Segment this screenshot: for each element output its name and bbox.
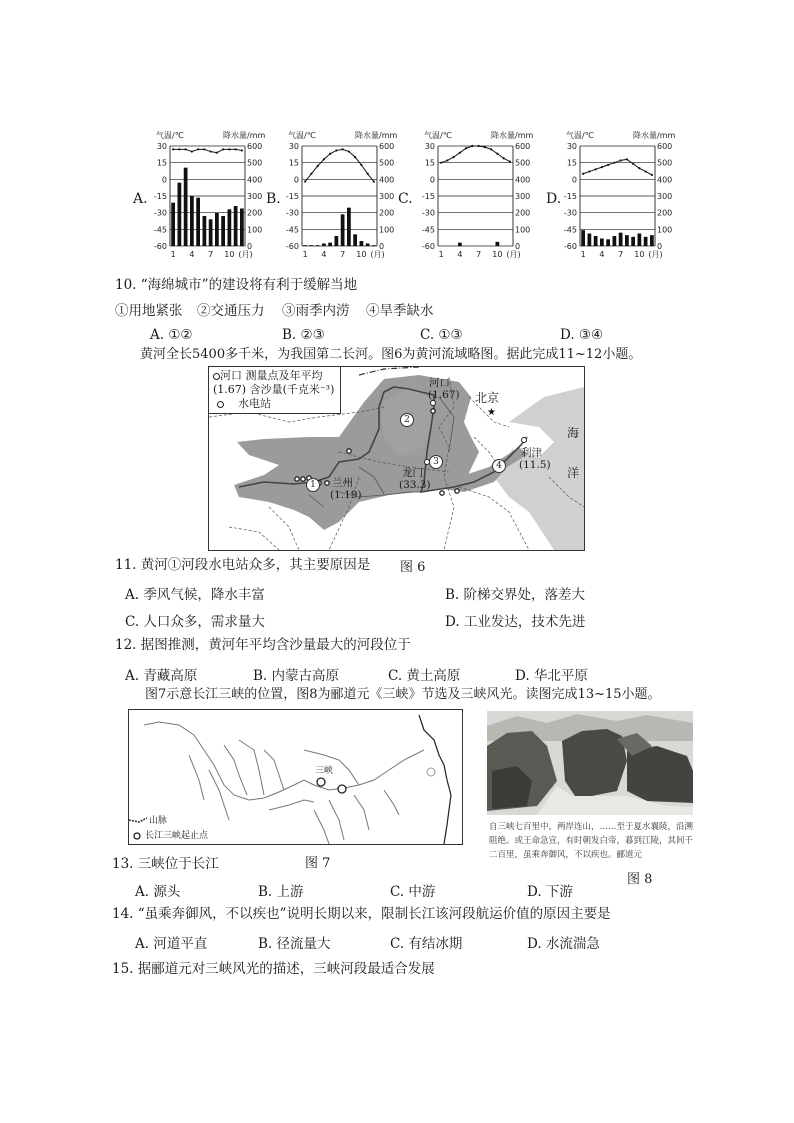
- precipitation-bar: [600, 239, 604, 247]
- svg-text:-45: -45: [153, 225, 167, 235]
- precipitation-bar: [316, 245, 320, 246]
- q14-stem: 14. “虽乘奔御风，不以疾也”说明长期以来，限制长江该河段航运价值的原因主要是: [112, 906, 611, 922]
- svg-text:10: 10: [492, 250, 503, 259]
- svg-text:400: 400: [515, 175, 531, 185]
- precipitation-bar: [240, 209, 244, 247]
- q13-option-d[interactable]: D. 下游: [527, 884, 573, 900]
- svg-text:30: 30: [424, 142, 435, 151]
- temperature-line: [583, 159, 652, 175]
- label-lijin: 利津: [521, 447, 542, 459]
- yangtze-three-gorges-map: [128, 709, 463, 845]
- temperature-axis-label: 气温/℃: [424, 131, 452, 140]
- svg-text:-60: -60: [285, 242, 299, 251]
- precipitation-bar: [458, 243, 462, 246]
- precipitation-bar: [303, 245, 307, 246]
- legend-sample-value: (1.67): [213, 383, 247, 396]
- climate-chart-a: [140, 128, 275, 273]
- svg-text:100: 100: [515, 225, 531, 235]
- q11-stem: 11. 黄河①河段水电站众多，其主要原因是: [115, 557, 371, 573]
- q10-item-4: ④旱季缺水: [366, 303, 434, 319]
- svg-text:15: 15: [288, 158, 299, 168]
- svg-text:400: 400: [247, 175, 263, 185]
- svg-text:600: 600: [379, 142, 395, 151]
- svg-text:-15: -15: [563, 192, 577, 201]
- temperature-axis-label: 气温/℃: [288, 131, 316, 140]
- coastline: [419, 715, 451, 844]
- svg-text:-60: -60: [563, 242, 577, 251]
- legend-gorge-points: 长江三峡起止点: [145, 831, 209, 841]
- label-lanzhou: 兰州: [332, 477, 353, 489]
- svg-text:-15: -15: [285, 192, 299, 201]
- segment-marker-2: 2: [400, 413, 414, 427]
- svg-text:-30: -30: [153, 208, 167, 218]
- precipitation-bar: [234, 206, 238, 246]
- q10-option-c[interactable]: C. ①③: [420, 327, 463, 343]
- svg-text:15: 15: [566, 158, 577, 168]
- precipitation-bar: [353, 234, 357, 246]
- legend-measurement-text: 测量点及年平均: [245, 369, 323, 382]
- svg-text:100: 100: [657, 225, 673, 235]
- svg-text:-30: -30: [421, 208, 435, 218]
- svg-text:500: 500: [379, 158, 395, 168]
- svg-text:200: 200: [657, 208, 673, 218]
- legend-row-sediment: [213, 383, 334, 397]
- svg-text:600: 600: [515, 142, 531, 151]
- q10-item-2: ②交通压力: [197, 303, 265, 319]
- precipitation-bar: [171, 203, 175, 246]
- svg-text:500: 500: [657, 158, 673, 168]
- precipitation-bar: [638, 234, 642, 247]
- fig7-caption: 图 7: [305, 856, 331, 871]
- q10-item-1: ①用地紧张: [115, 303, 183, 319]
- three-gorges-landscape-painting: [487, 711, 693, 815]
- q12-option-c[interactable]: C. 黄土高原: [388, 668, 461, 684]
- q10-option-a[interactable]: A. ①②: [150, 327, 193, 343]
- q14-option-b[interactable]: B. 径流量大: [258, 936, 331, 952]
- precipitation-bar: [322, 244, 326, 247]
- svg-text:-30: -30: [285, 208, 299, 218]
- svg-text:0: 0: [657, 242, 663, 251]
- q12-option-b[interactable]: B. 内蒙古高原: [253, 668, 340, 684]
- legend-hydropower-text: 水电站: [238, 397, 271, 410]
- svg-text:300: 300: [515, 192, 531, 201]
- q15-stem: 15. 据郦道元对三峡风光的描述，三峡河段最适合发展: [112, 961, 435, 977]
- svg-text:-60: -60: [421, 242, 435, 251]
- precipitation-bar: [341, 214, 345, 246]
- intro-11-12: 黄河全长5400多千米，为我国第二长河。图6为黄河流域略图。据此完成11~12小题。: [140, 347, 642, 362]
- precipitation-bar: [221, 216, 225, 246]
- legend-row-measurement: [213, 369, 334, 383]
- svg-text:1: 1: [580, 250, 586, 259]
- svg-text:(月): (月): [506, 250, 521, 259]
- landscape-painting-graphic: [487, 711, 693, 815]
- svg-text:-15: -15: [153, 192, 167, 201]
- svg-text:600: 600: [657, 142, 673, 151]
- hydropower-icon: [217, 401, 224, 408]
- mountain-legend-line: [129, 818, 147, 822]
- precipitation-bar: [335, 236, 339, 246]
- fig8-excerpt: 自三峡七百里中，两岸连山，……至于夏水襄陵，沿溯阻绝。或王命急宣，有时朝发白帝，暮到江陵，其间千二百里，虽乘奔御风，不以疾也。郦道元: [489, 822, 694, 860]
- q12-stem: 12. 据图推测，黄河年平均含沙量最大的河段位于: [115, 637, 411, 653]
- climate-chart-b: [272, 128, 407, 273]
- precipitation-bar: [215, 213, 219, 246]
- precipitation-axis-label: 降水量/mm: [491, 131, 534, 140]
- q12-option-d[interactable]: D. 华北平原: [515, 668, 588, 684]
- precipitation-bar: [588, 234, 592, 247]
- legend-hekou-label: 河口: [220, 369, 242, 382]
- svg-text:0: 0: [429, 175, 435, 185]
- svg-text:10: 10: [356, 250, 367, 259]
- chart-c-option-letter: C.: [398, 191, 413, 207]
- q13-option-a[interactable]: A. 源头: [135, 884, 181, 900]
- precipitation-bar: [366, 244, 370, 247]
- precipitation-bar: [594, 236, 598, 246]
- svg-text:10: 10: [224, 250, 235, 259]
- legend-point-icon: [134, 833, 140, 839]
- q10-item-3: ③雨季内涝: [282, 303, 350, 319]
- svg-text:0: 0: [161, 175, 167, 185]
- svg-text:4: 4: [321, 250, 327, 259]
- precipitation-bar: [650, 235, 654, 246]
- precipitation-bar: [184, 168, 188, 246]
- precipitation-bar: [372, 245, 376, 246]
- q14-option-c[interactable]: C. 有结冰期: [390, 936, 463, 952]
- legend-mountain: 山脉: [149, 816, 168, 826]
- precipitation-bar: [228, 209, 232, 246]
- precipitation-bar: [209, 219, 213, 246]
- chart-a-option-letter: A.: [133, 191, 148, 207]
- precipitation-bar: [581, 230, 585, 246]
- svg-text:(月): (月): [370, 250, 385, 259]
- fig6-caption: 图 6: [400, 560, 426, 575]
- q10-stem: 10. “海绵城市”的建设将有利于缓解当地: [115, 277, 358, 293]
- precipitation-axis-label: 降水量/mm: [355, 131, 398, 140]
- svg-text:-45: -45: [421, 225, 435, 235]
- q14-option-d[interactable]: D. 水流湍急: [527, 936, 600, 952]
- svg-text:0: 0: [571, 175, 577, 185]
- segment-marker-1: 1: [306, 478, 320, 492]
- label-hekou-value: (1.67): [428, 389, 460, 401]
- svg-text:1: 1: [170, 250, 176, 259]
- label-longmen-value: (33.3): [399, 479, 431, 491]
- segment-marker-4: 4: [492, 459, 506, 473]
- label-beijing: 北京: [475, 391, 500, 405]
- q11-option-d[interactable]: D. 工业发达，技术先进: [445, 614, 586, 630]
- svg-text:30: 30: [566, 142, 577, 151]
- svg-text:7: 7: [208, 250, 214, 259]
- svg-text:200: 200: [515, 208, 531, 218]
- gorges-end-point: [338, 785, 346, 793]
- precipitation-bar: [496, 242, 500, 246]
- lake-shape: [427, 768, 435, 776]
- precipitation-bar: [631, 237, 635, 246]
- precipitation-bar: [360, 241, 364, 246]
- svg-text:-60: -60: [153, 242, 167, 251]
- svg-text:15: 15: [424, 158, 435, 168]
- svg-text:100: 100: [379, 225, 395, 235]
- chart-b-option-letter: B.: [266, 191, 281, 207]
- precipitation-bar: [606, 239, 610, 246]
- climate-chart-d: [550, 128, 685, 273]
- svg-text:600: 600: [247, 142, 263, 151]
- q13-option-b[interactable]: B. 上游: [258, 884, 304, 900]
- svg-text:300: 300: [379, 192, 395, 201]
- precipitation-bar: [328, 243, 332, 246]
- q11-option-c[interactable]: C. 人口众多，需求量大: [125, 614, 265, 630]
- svg-text:15: 15: [156, 158, 167, 168]
- svg-text:500: 500: [515, 158, 531, 168]
- svg-text:300: 300: [247, 192, 263, 201]
- svg-text:0: 0: [247, 242, 253, 251]
- svg-text:200: 200: [247, 208, 263, 218]
- fig8-caption: 图 8: [627, 872, 653, 887]
- q13-option-c[interactable]: C. 中游: [390, 884, 436, 900]
- svg-text:(月): (月): [238, 250, 253, 259]
- q10-option-d[interactable]: D. ③④: [560, 327, 604, 343]
- yangtze-river-lines: [144, 722, 424, 844]
- segment-marker-3: 3: [429, 455, 443, 469]
- label-sea-2: 洋: [567, 466, 580, 480]
- svg-text:(月): (月): [648, 250, 663, 259]
- q14-option-a[interactable]: A. 河道平直: [135, 936, 208, 952]
- svg-text:300: 300: [657, 192, 673, 201]
- intro-13-15: 图7示意长江三峡的位置，图8为郦道元《三峡》节选及三峡风光。读图完成13~15小题。: [145, 687, 661, 702]
- precipitation-bar: [310, 245, 314, 246]
- label-longmen: 龙门: [402, 467, 423, 479]
- svg-text:10: 10: [634, 250, 645, 259]
- svg-text:7: 7: [618, 250, 624, 259]
- svg-text:400: 400: [657, 175, 673, 185]
- svg-text:-45: -45: [285, 225, 299, 235]
- precipitation-axis-label: 降水量/mm: [223, 131, 266, 140]
- q13-stem: 13. 三峡位于长江: [112, 856, 219, 872]
- precipitation-bar: [625, 235, 629, 246]
- map7-graphic: [129, 710, 462, 844]
- svg-text:30: 30: [288, 142, 299, 151]
- precipitation-bar: [196, 198, 200, 246]
- temperature-axis-label: 气温/℃: [156, 131, 184, 140]
- precipitation-bar: [190, 196, 194, 246]
- svg-text:100: 100: [247, 225, 263, 235]
- precipitation-axis-label: 降水量/mm: [633, 131, 676, 140]
- svg-text:7: 7: [340, 250, 346, 259]
- precipitation-bar: [203, 216, 207, 246]
- svg-text:4: 4: [599, 250, 605, 259]
- precipitation-bar: [619, 233, 623, 246]
- precipitation-bar: [613, 236, 617, 246]
- q10-option-b[interactable]: B. ②③: [282, 327, 325, 343]
- temperature-line: [305, 149, 374, 181]
- svg-text:4: 4: [189, 250, 195, 259]
- label-sea-1: 海: [567, 426, 580, 440]
- beijing-star-icon: ★: [487, 407, 496, 418]
- svg-text:7: 7: [476, 250, 482, 259]
- chart-d-option-letter: D.: [546, 191, 562, 207]
- precipitation-bar: [347, 208, 351, 246]
- svg-text:1: 1: [302, 250, 308, 259]
- map6-legend: [209, 367, 341, 414]
- temperature-line: [173, 149, 242, 152]
- temperature-axis-label: 气温/℃: [566, 131, 594, 140]
- svg-text:0: 0: [379, 242, 385, 251]
- svg-text:30: 30: [156, 142, 167, 151]
- label-lanzhou-value: (1.19): [330, 489, 362, 501]
- svg-text:0: 0: [293, 175, 299, 185]
- svg-text:-15: -15: [421, 192, 435, 201]
- measurement-point-icon: [213, 373, 220, 380]
- svg-text:200: 200: [379, 208, 395, 218]
- gorges-start-point: [317, 778, 325, 786]
- yellow-river-basin-map: [208, 366, 585, 551]
- label-sanxia: 三峡: [315, 766, 334, 776]
- legend-row-hydropower: [213, 397, 334, 411]
- label-hekou: 河口: [429, 377, 450, 389]
- svg-text:-30: -30: [563, 208, 577, 218]
- label-lijin-value: (11.5): [519, 459, 551, 471]
- legend-sediment-text: 含沙量(千克米⁻³): [249, 383, 335, 396]
- svg-text:500: 500: [247, 158, 263, 168]
- precipitation-bar: [644, 237, 648, 246]
- svg-text:1: 1: [438, 250, 444, 259]
- svg-text:400: 400: [379, 175, 395, 185]
- q11-option-a[interactable]: A. 季风气候，降水丰富: [125, 587, 265, 603]
- temperature-line: [441, 146, 510, 163]
- precipitation-bar: [178, 183, 182, 246]
- svg-text:0: 0: [515, 242, 521, 251]
- q11-option-b[interactable]: B. 阶梯交界处，落差大: [445, 587, 586, 603]
- svg-text:-45: -45: [563, 225, 577, 235]
- q12-option-a[interactable]: A. 青藏高原: [125, 668, 198, 684]
- svg-text:4: 4: [457, 250, 463, 259]
- climate-chart-c: [408, 128, 543, 273]
